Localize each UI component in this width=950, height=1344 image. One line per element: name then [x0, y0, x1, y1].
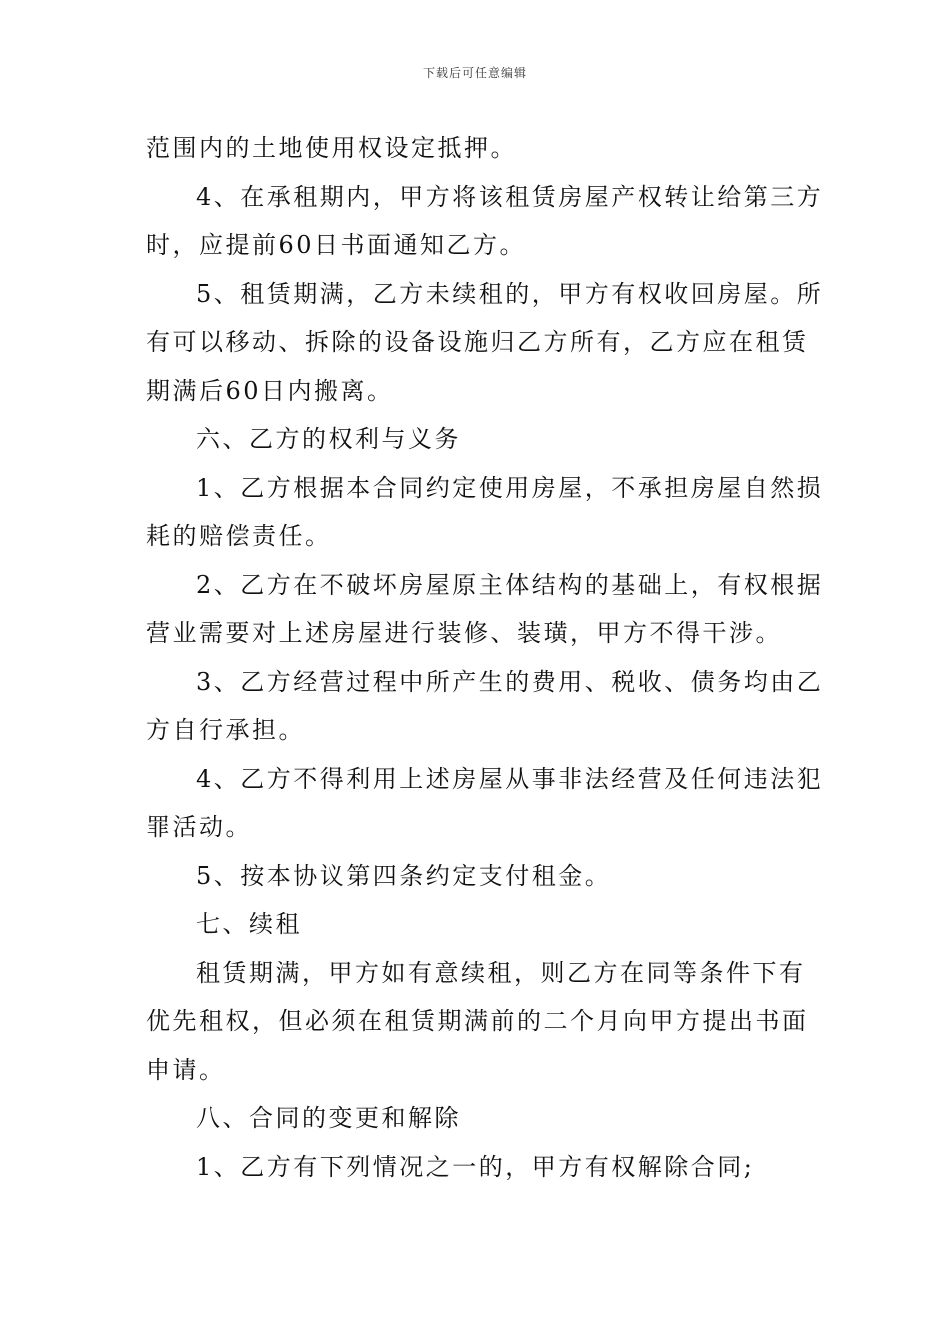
- text-line: 八、合同的变更和解除: [196, 1104, 461, 1132]
- text-line: 申请。: [146, 1055, 226, 1084]
- text-line: 2、乙方在不破坏房屋原主体结构的基础上，有权根据: [196, 570, 824, 599]
- text-line: 营业需要对上述房屋进行装修、装璜，甲方不得干涉。: [146, 619, 782, 647]
- paragraph: [146, 561, 824, 658]
- text-line: 方自行承担。: [146, 716, 305, 744]
- paragraph: [146, 173, 824, 270]
- paragraph: [146, 270, 824, 416]
- text-line: 5、租赁期满，乙方未续租的，甲方有权收回房屋。所: [196, 279, 824, 308]
- text-line: 耗的赔偿责任。: [146, 522, 332, 550]
- text-line: 时，应提前60日书面通知乙方。: [146, 231, 527, 259]
- section-heading: [146, 415, 810, 464]
- document-body: [146, 124, 824, 1191]
- paragraph: [146, 949, 810, 1095]
- text-line: 4、乙方不得利用上述房屋从事非法经营及任何违法犯: [196, 764, 824, 793]
- text-line: 1、乙方根据本合同约定使用房屋，不承担房屋自然损: [196, 473, 824, 502]
- text-line: 1、乙方有下列情况之一的，甲方有权解除合同;: [196, 1152, 755, 1181]
- paragraph: [146, 1143, 810, 1192]
- text-line: 七、续租: [196, 910, 302, 938]
- text-line: 期满后60日内搬离。: [146, 376, 394, 405]
- text-line: 六、乙方的权利与义务: [196, 425, 461, 453]
- paragraph: [146, 464, 824, 561]
- text-line: 范围内的土地使用权设定抵押。: [146, 134, 517, 162]
- text-line: 4、在承租期内，甲方将该租赁房屋产权转让给第三方: [196, 182, 824, 211]
- text-line: 3、乙方经营过程中所产生的费用、税收、债务均由乙: [196, 667, 824, 696]
- text-line: 优先租权，但必须在租赁期满前的二个月向甲方提出书面: [146, 1007, 809, 1035]
- section-heading: [146, 1094, 810, 1143]
- paragraph: [146, 852, 810, 901]
- paragraph: [146, 658, 824, 755]
- text-line: 租赁期满，甲方如有意续租，则乙方在同等条件下有: [196, 958, 806, 987]
- paragraph: [146, 755, 824, 852]
- text-line: 5、按本协议第四条约定支付租金。: [196, 861, 612, 890]
- section-heading: [146, 900, 810, 949]
- text-line: 罪活动。: [146, 813, 252, 841]
- page-header: 下载后可任意编辑: [422, 66, 527, 80]
- paragraph: [146, 124, 810, 173]
- text-line: 有可以移动、拆除的设备设施归乙方所有，乙方应在租赁: [146, 328, 809, 356]
